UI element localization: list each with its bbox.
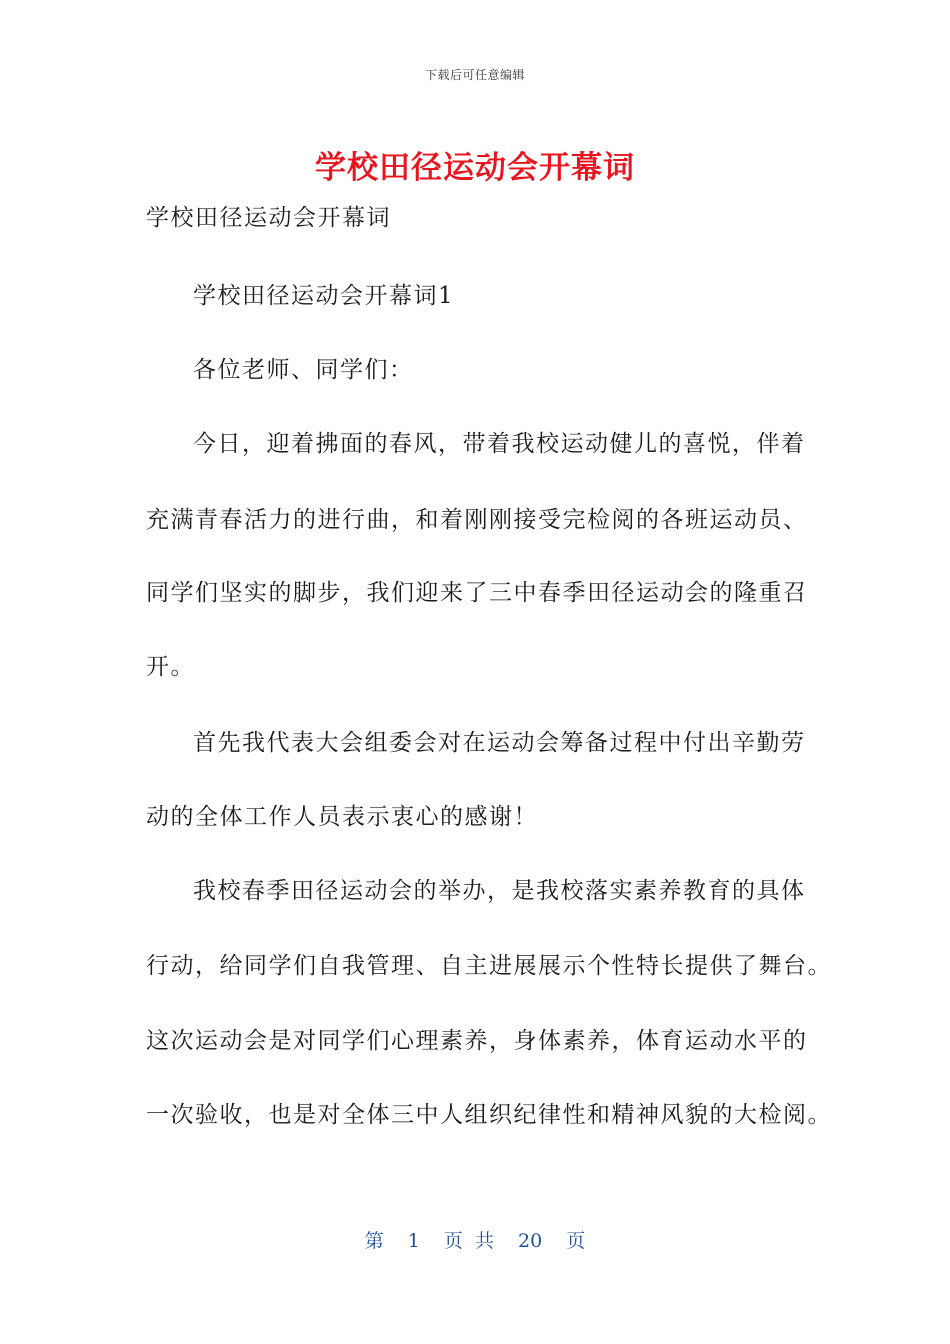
page-number: 1 [407, 1230, 420, 1252]
body-line: 充满青春活力的进行曲，和着刚刚接受完检阅的各班运动员、 [146, 507, 808, 533]
body-line: 动的全体工作人员表示衷心的感谢！ [146, 804, 538, 830]
header-note: 下载后可任意编辑 [424, 68, 525, 82]
body-line: 一次验收，也是对全体三中人组织纪律性和精神风貌的大检阅。 [146, 1102, 832, 1128]
body-line: 学校田径运动会开幕词 [146, 205, 391, 231]
body-line: 同学们坚实的脚步，我们迎来了三中春季田径运动会的隆重召 [146, 580, 808, 606]
body-line: 这次运动会是对同学们心理素养，身体素养，体育运动水平的 [146, 1028, 808, 1054]
page-mid: 页 共 [443, 1230, 494, 1252]
page-total: 20 [518, 1230, 543, 1252]
body-line: 开。 [146, 654, 195, 680]
page-footer [0, 1226, 950, 1253]
page-suffix: 页 [566, 1230, 586, 1252]
body-line: 我校春季田径运动会的举办，是我校落实素养教育的具体 [193, 878, 806, 904]
body-line: 首先我代表大会组委会对在运动会筹备过程中付出辛勤劳 [193, 730, 806, 756]
document-title: 学校田径运动会开幕词 [315, 150, 635, 186]
body-line: 各位老师、同学们： [193, 357, 414, 383]
body-line: 学校田径运动会开幕词1 [193, 283, 455, 309]
page-prefix: 第 [364, 1230, 384, 1252]
body-line: 今日，迎着拂面的春风，带着我校运动健儿的喜悦，伴着 [193, 431, 806, 457]
body-line: 行动，给同学们自我管理、自主进展展示个性特长提供了舞台。 [146, 953, 832, 979]
